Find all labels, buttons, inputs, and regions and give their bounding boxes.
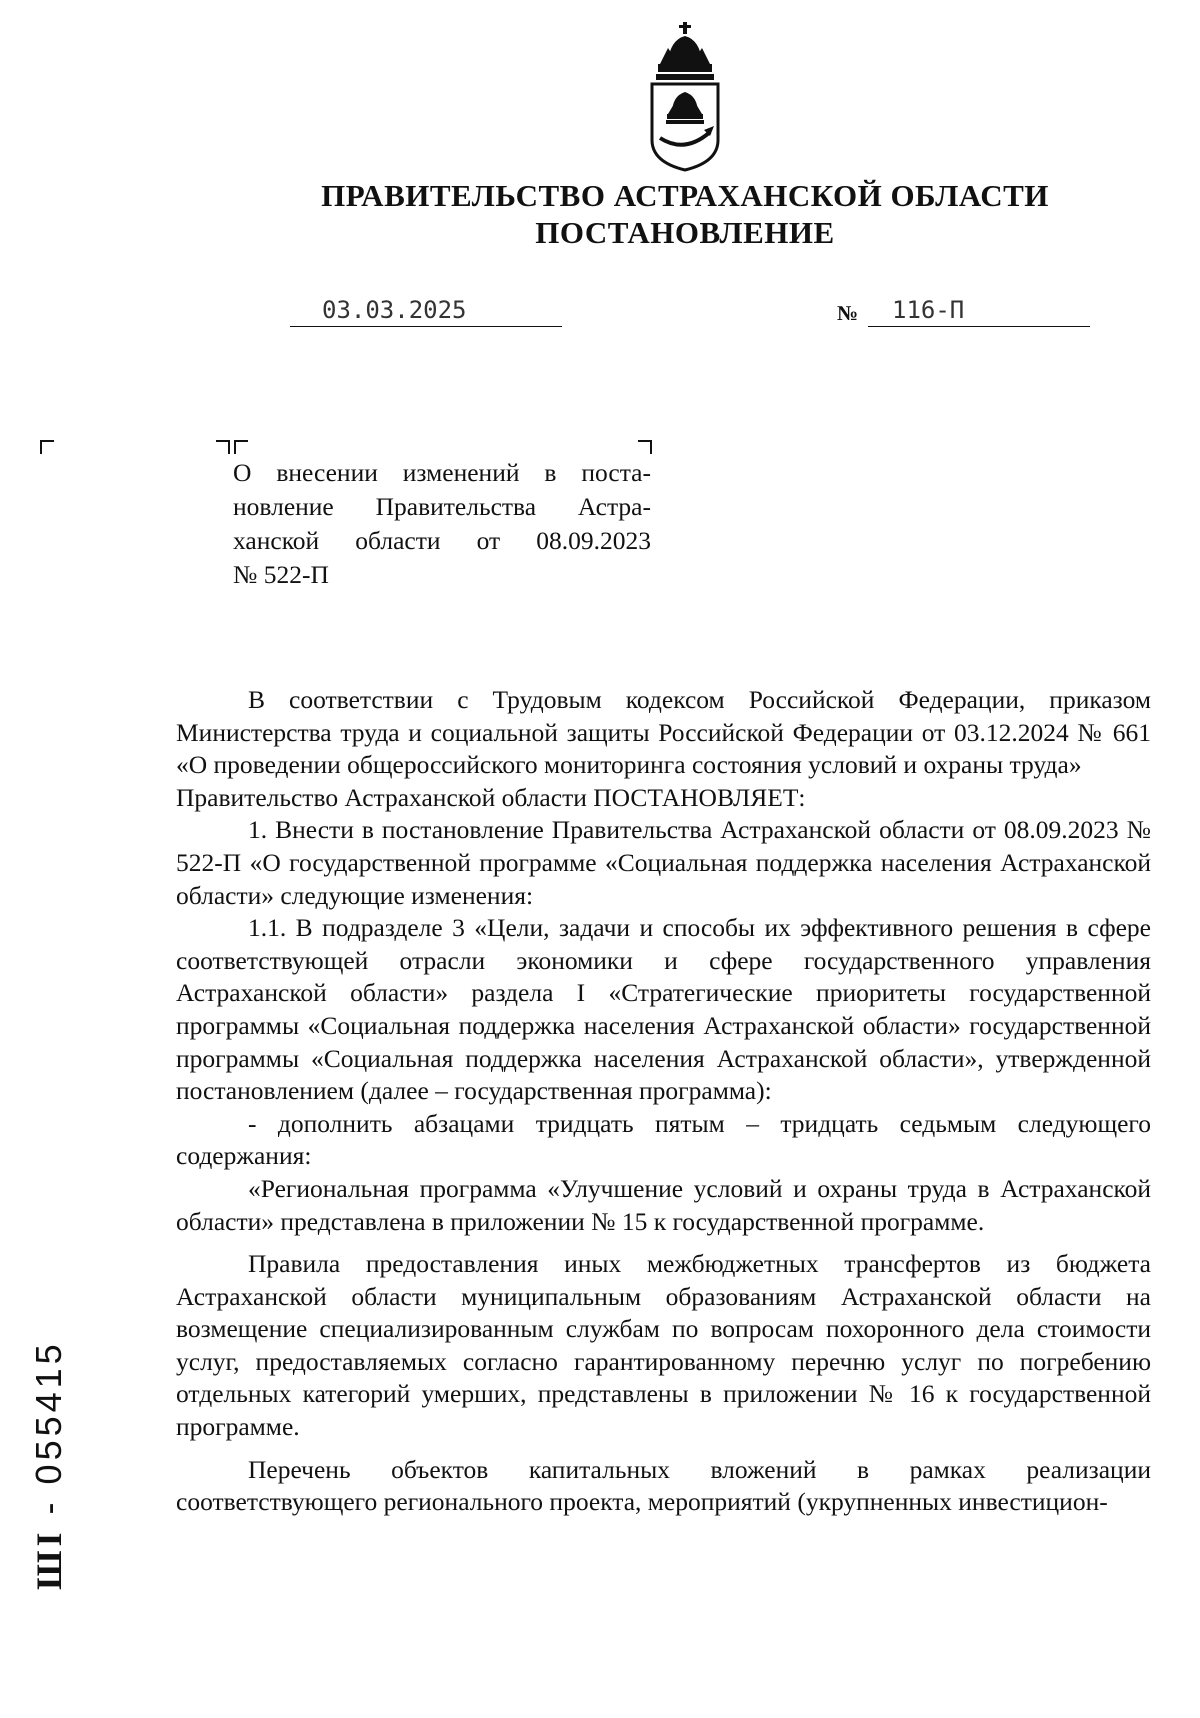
- subject-line: новление Правительства Астра-: [233, 492, 651, 521]
- coat-of-arms-icon: [638, 22, 732, 172]
- document-authority-title: ПРАВИТЕЛЬСТВО АСТРАХАНСКОЙ ОБЛАСТИ: [321, 178, 1049, 213]
- document-type-title: ПОСТАНОВЛЕНИЕ: [535, 215, 835, 250]
- body-paragraph: Перечень объектов капитальных вложений в рамках реализации соответствующего регионального проекта, мероприятий (укрупненных инвестицион-: [176, 1454, 1151, 1517]
- number-sign: №: [837, 301, 859, 325]
- corner-mark-icon: [40, 440, 54, 454]
- document-date: 03.03.2025: [290, 296, 562, 327]
- subject-line: О внесении изменений в поста-: [233, 458, 651, 487]
- body-paragraph: Правила предоставления иных межбюджетных трансфертов из бюджета Астраханской области муниципальным образованиям Астраханской области на возмещение специализированным службам по вопросам похоронного дела стоимости услуг, предоставляемых согласно гарантированному перечню услуг по погребению отдельных категорий умерших, представлены в приложении № 16 к государственной программе.: [176, 1249, 1151, 1442]
- subject-line: ханской области от 08.09.2023: [233, 526, 651, 555]
- body-paragraph: Правительство Астраханской области ПОСТАНОВЛЯЕТ:: [176, 782, 806, 812]
- document-body: [176, 684, 1151, 1519]
- serial-number: - 055415: [28, 1340, 69, 1515]
- body-paragraph: 1. Внести в постановление Правительства Астраханской области от 08.09.2023 № 522-П «О государственной программе «Социальная поддержка населения Астраханской области» следующие изменения:: [176, 815, 1151, 910]
- subject-line: № 522-П: [233, 560, 329, 589]
- document-subject: [233, 456, 651, 592]
- corner-mark-icon: [234, 440, 248, 454]
- serial-prefix: ШІ: [29, 1528, 69, 1590]
- body-paragraph: «Региональная программа «Улучшение условий и охраны труда в Астраханской области» представлена в приложении № 15 к государственной программе.: [176, 1173, 1151, 1236]
- body-paragraph: В соответствии с Трудовым кодексом Российской Федерации, приказом Министерства труда и социальной защиты Российской Федерации от 03.12.2024 № 661 «О проведении общероссийского мониторинга состояния условий и охраны труда»: [176, 685, 1151, 780]
- document-number: 116-П: [868, 296, 1090, 327]
- form-serial-number: [28, 1340, 70, 1590]
- body-paragraph: - дополнить абзацами тридцать пятым – тридцать седьмым следующего содержания:: [176, 1108, 1151, 1171]
- corner-mark-icon: [638, 440, 652, 454]
- corner-mark-icon: [216, 440, 230, 454]
- body-paragraph: 1.1. В подразделе 3 «Цели, задачи и способы их эффективного решения в сфере соответствующей отрасли экономики и сфере государственного управления Астраханской области» раздела I «Стратегические приоритеты государственной программы «Социальная поддержка населения Астраханской области» государственной программы «Социальная поддержка населения Астраханской области», утвержденной постановлением (далее – государственная программа):: [176, 913, 1151, 1106]
